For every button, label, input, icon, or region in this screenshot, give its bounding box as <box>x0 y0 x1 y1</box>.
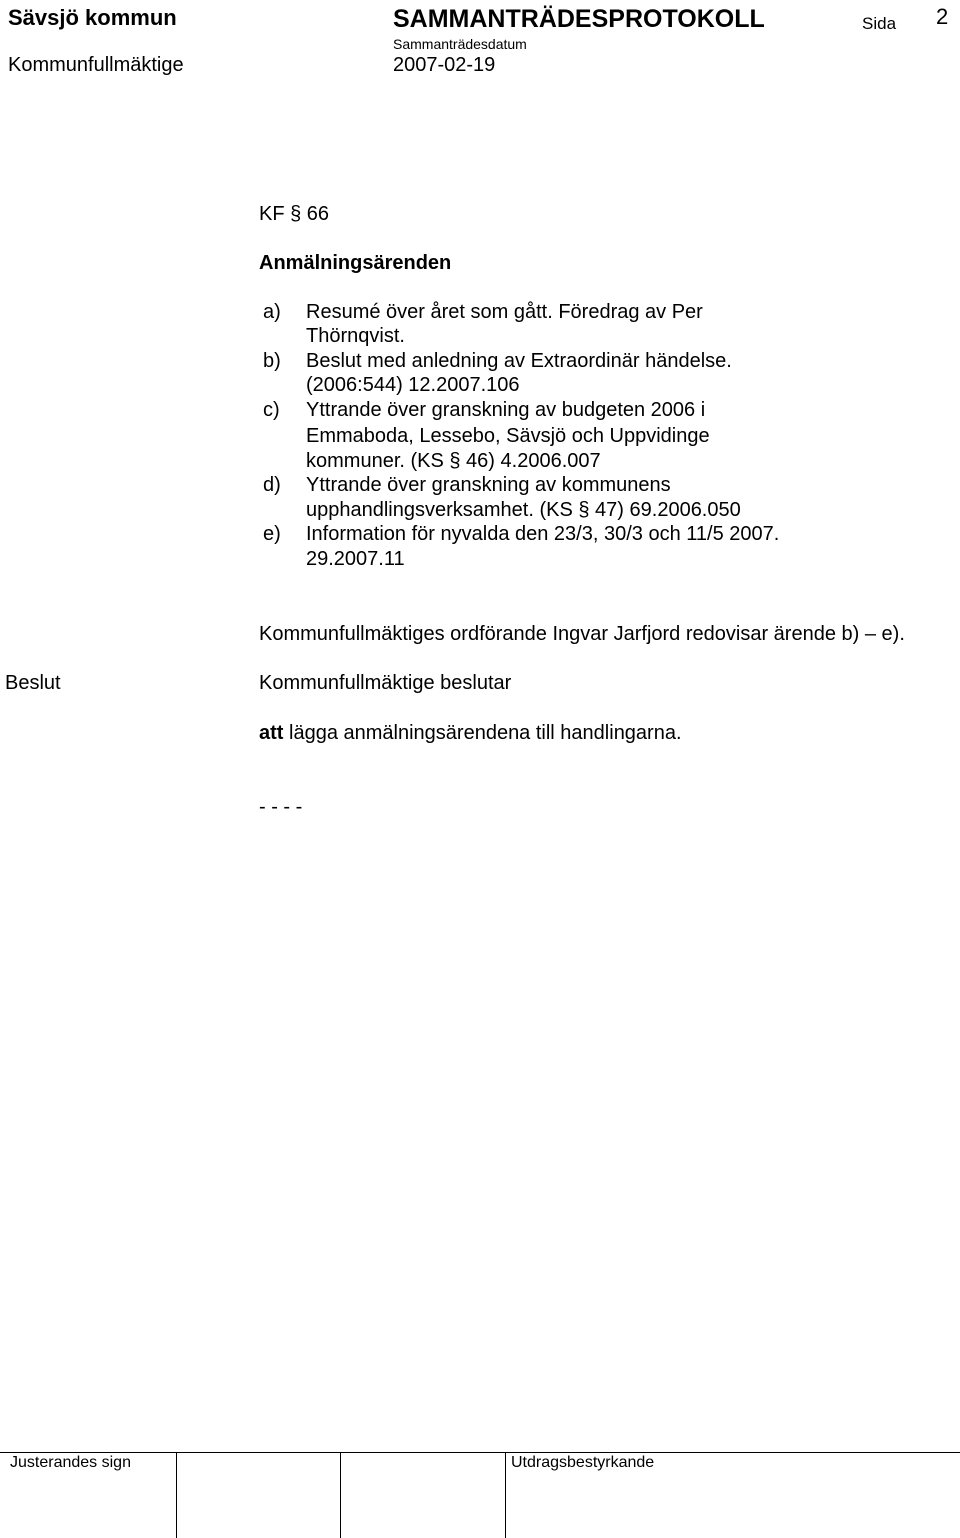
extract-label: Utdragsbestyrkande <box>511 1454 655 1471</box>
item-c-line-3: kommuner. (KS § 46) 4.2006.007 <box>306 450 601 472</box>
item-letter-a: a) <box>263 301 281 323</box>
item-a-line-2: Thörnqvist. <box>306 325 405 347</box>
item-c-line-2: Emmaboda, Lessebo, Sävsjö och Uppvidinge <box>306 425 710 447</box>
section-title: Anmälningsärenden <box>259 252 452 274</box>
decision-body: lägga anmälningsärendena till handlingarna. <box>283 722 682 744</box>
footer-divider-1 <box>176 1452 177 1538</box>
footer-divider-3 <box>505 1452 506 1538</box>
item-b-line-2: (2006:544) 12.2007.106 <box>306 374 520 396</box>
item-letter-b: b) <box>263 350 281 372</box>
page-number: 2 <box>936 4 949 29</box>
item-b-line-1: Beslut med anledning av Extraordinär händelse. <box>306 350 732 372</box>
decision-intro: Kommunfullmäktige beslutar <box>259 672 512 694</box>
item-d-line-1: Yttrande över granskning av kommunens <box>306 474 671 496</box>
decision-att: att <box>259 722 284 744</box>
item-d-line-2: upphandlingsverksamhet. (KS § 47) 69.2006.050 <box>306 499 741 521</box>
document-type: SAMMANTRÄDESPROTOKOLL <box>393 5 765 33</box>
meeting-date: 2007-02-19 <box>393 54 496 76</box>
municipality-name: Sävsjö kommun <box>8 5 177 30</box>
statement-text: Kommunfullmäktiges ordförande Ingvar Jarfjord redovisar ärende b) – e). <box>259 623 905 645</box>
paragraph-ref: KF § 66 <box>259 203 330 225</box>
date-label: Sammanträdesdatum <box>393 36 527 52</box>
item-letter-d: d) <box>263 474 281 496</box>
item-e-line-1: Information för nyvalda den 23/3, 30/3 och 11/5 2007. <box>306 523 780 545</box>
sign-label: Justerandes sign <box>10 1454 131 1471</box>
item-c-line-1: Yttrande över granskning av budgeten 2006 i <box>306 399 706 421</box>
page-label: Sida <box>862 14 897 33</box>
item-letter-e: e) <box>263 523 281 545</box>
item-e-line-2: 29.2007.11 <box>306 548 405 570</box>
item-a-line-1: Resumé över året som gått. Föredrag av Per <box>306 301 703 323</box>
footer-divider-2 <box>340 1452 341 1538</box>
body-name: Kommunfullmäktige <box>8 54 184 76</box>
decision-text <box>259 721 682 745</box>
item-letter-c: c) <box>263 399 280 421</box>
footer-top-rule <box>0 1452 960 1453</box>
end-marker: - - - - <box>259 796 303 818</box>
decision-label: Beslut <box>5 672 61 694</box>
